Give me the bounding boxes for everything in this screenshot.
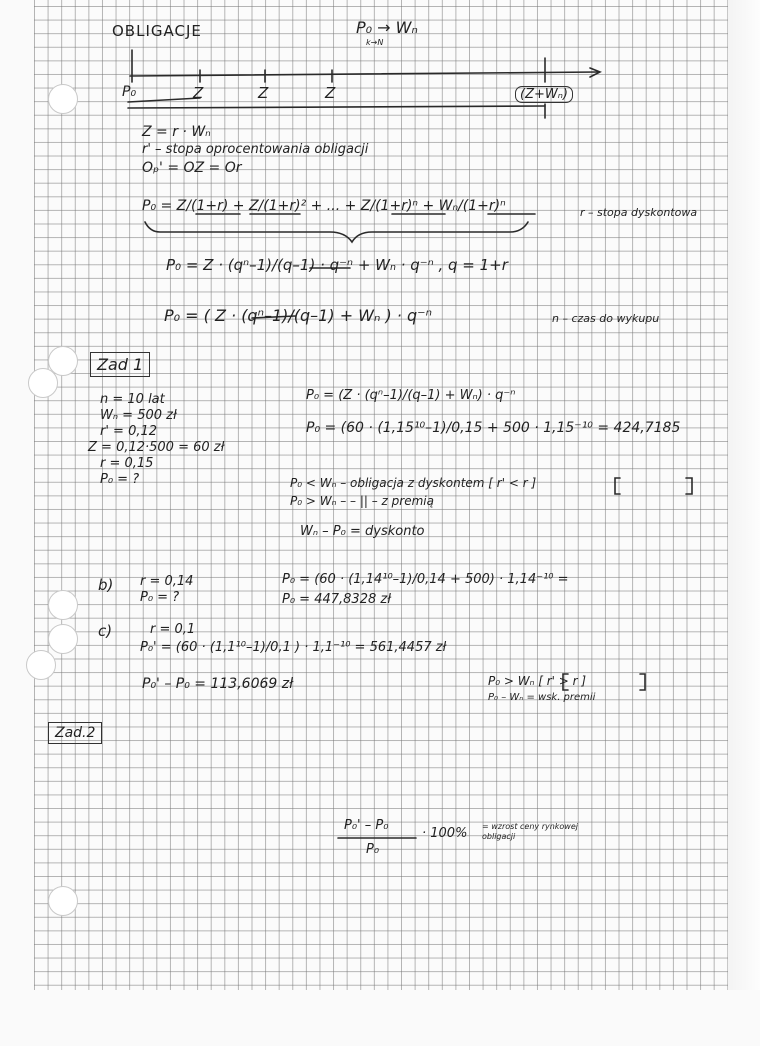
zad2-formula-numerator: P₀' – P₀	[344, 818, 389, 833]
zad1-formula: P₀ = (Z · (qⁿ–1)/(q–1) + Wₙ) · q⁻ⁿ	[306, 388, 516, 403]
zad1-given-5: r = 0,15	[100, 456, 154, 471]
timeline-coupon-2: Z	[258, 84, 269, 102]
sum-formula: P₀ = Z/(1+r) + Z/(1+r)² + ... + Z/(1+r)ⁿ + Wₙ/(1+r)ⁿ	[142, 198, 506, 214]
compact-formula: P₀ = ( Z · (qⁿ–1)/(q–1) + Wₙ ) · q⁻ⁿ	[164, 306, 432, 325]
zad1-c-label: c)	[98, 622, 113, 640]
zad1-b-label: b)	[98, 576, 114, 594]
zad1-rule-1: P₀ < Wₙ – obligacja z dyskontem [ r' < r ]	[290, 476, 537, 490]
zad2-formula-note: = wzrost ceny rynkowej obligacji	[482, 822, 578, 841]
zad1-title: Zad 1	[90, 352, 150, 377]
zad2-formula-multiplier: · 100%	[422, 826, 468, 841]
zad1-c-calc: P₀' = (60 · (1,1¹⁰–1)/0,1 ) · 1,1⁻¹⁰ = 561,4457 zł	[140, 640, 447, 655]
zad1-calc: P₀ = (60 · (1,15¹⁰–1)/0,15 + 500 · 1,15⁻¹⁰ = 424,7185	[306, 420, 681, 436]
definition-1: Z = r · Wₙ	[142, 124, 211, 140]
zad2-formula-denominator: P₀	[366, 842, 380, 857]
top-relation-sub: k→N	[366, 38, 384, 47]
sum-brace	[145, 222, 528, 242]
zad1-premium-def: P₀ – Wₙ = wsk. premii	[488, 692, 596, 703]
compact-formula-note: n – czas do wykupu	[552, 312, 660, 325]
top-relation: P₀ → Wₙ	[356, 18, 418, 37]
zad1-c-given: r = 0,1	[150, 622, 196, 637]
zad1-given-6: P₀ = ?	[100, 472, 140, 487]
definition-3: Oₚ' = OZ = Or	[142, 160, 242, 176]
timeline-coupon-3: Z	[325, 84, 336, 102]
definition-2: r' – stopa oprocentowania obligacji	[142, 142, 369, 157]
zad1-b-result: P₀ = 447,8328 zł	[282, 592, 391, 607]
header-title: OBLIGACJE	[112, 22, 202, 40]
bracket-line	[128, 106, 545, 108]
timeline-start-label: P₀	[122, 84, 137, 100]
zad1-given-1: n = 10 lat	[100, 392, 165, 407]
bracket-right	[686, 478, 692, 494]
zad1-given-4: Z = 0,12·500 = 60 zł	[88, 440, 225, 455]
zad1-b-calc: P₀ = (60 · (1,14¹⁰–1)/0,14 + 500) · 1,14⁻¹⁰ =	[282, 572, 569, 587]
sum-formula-note: r – stopa dyskontowa	[580, 206, 698, 219]
zad1-b-given-1: r = 0,14	[140, 574, 194, 589]
zad1-premium-rule: P₀ > Wₙ [ r' > r ]	[488, 674, 587, 688]
closed-formula: P₀ = Z · (qⁿ–1)/(q–1) · q⁻ⁿ + Wₙ · q⁻ⁿ , q = 1+r	[166, 256, 508, 274]
timeline-coupon-1: Z	[193, 84, 204, 102]
zad1-given-3: r' = 0,12	[100, 424, 158, 439]
bracket-left	[615, 478, 620, 494]
timeline-end-label: (Z+Wₙ)	[515, 86, 573, 103]
zad1-rule-2: P₀ > Wₙ – – || – z premią	[290, 494, 434, 508]
underline-p0	[128, 98, 200, 102]
zad1-c-diff: P₀' – P₀ = 113,6069 zł	[142, 676, 294, 692]
zad1-b-given-2: P₀ = ?	[140, 590, 180, 605]
zad1-given-2: Wₙ = 500 zł	[100, 408, 177, 423]
bracket-right-2	[640, 674, 645, 690]
zad1-discount: Wₙ – P₀ = dyskonto	[300, 524, 425, 539]
zad2-title: Zad.2	[48, 722, 102, 744]
